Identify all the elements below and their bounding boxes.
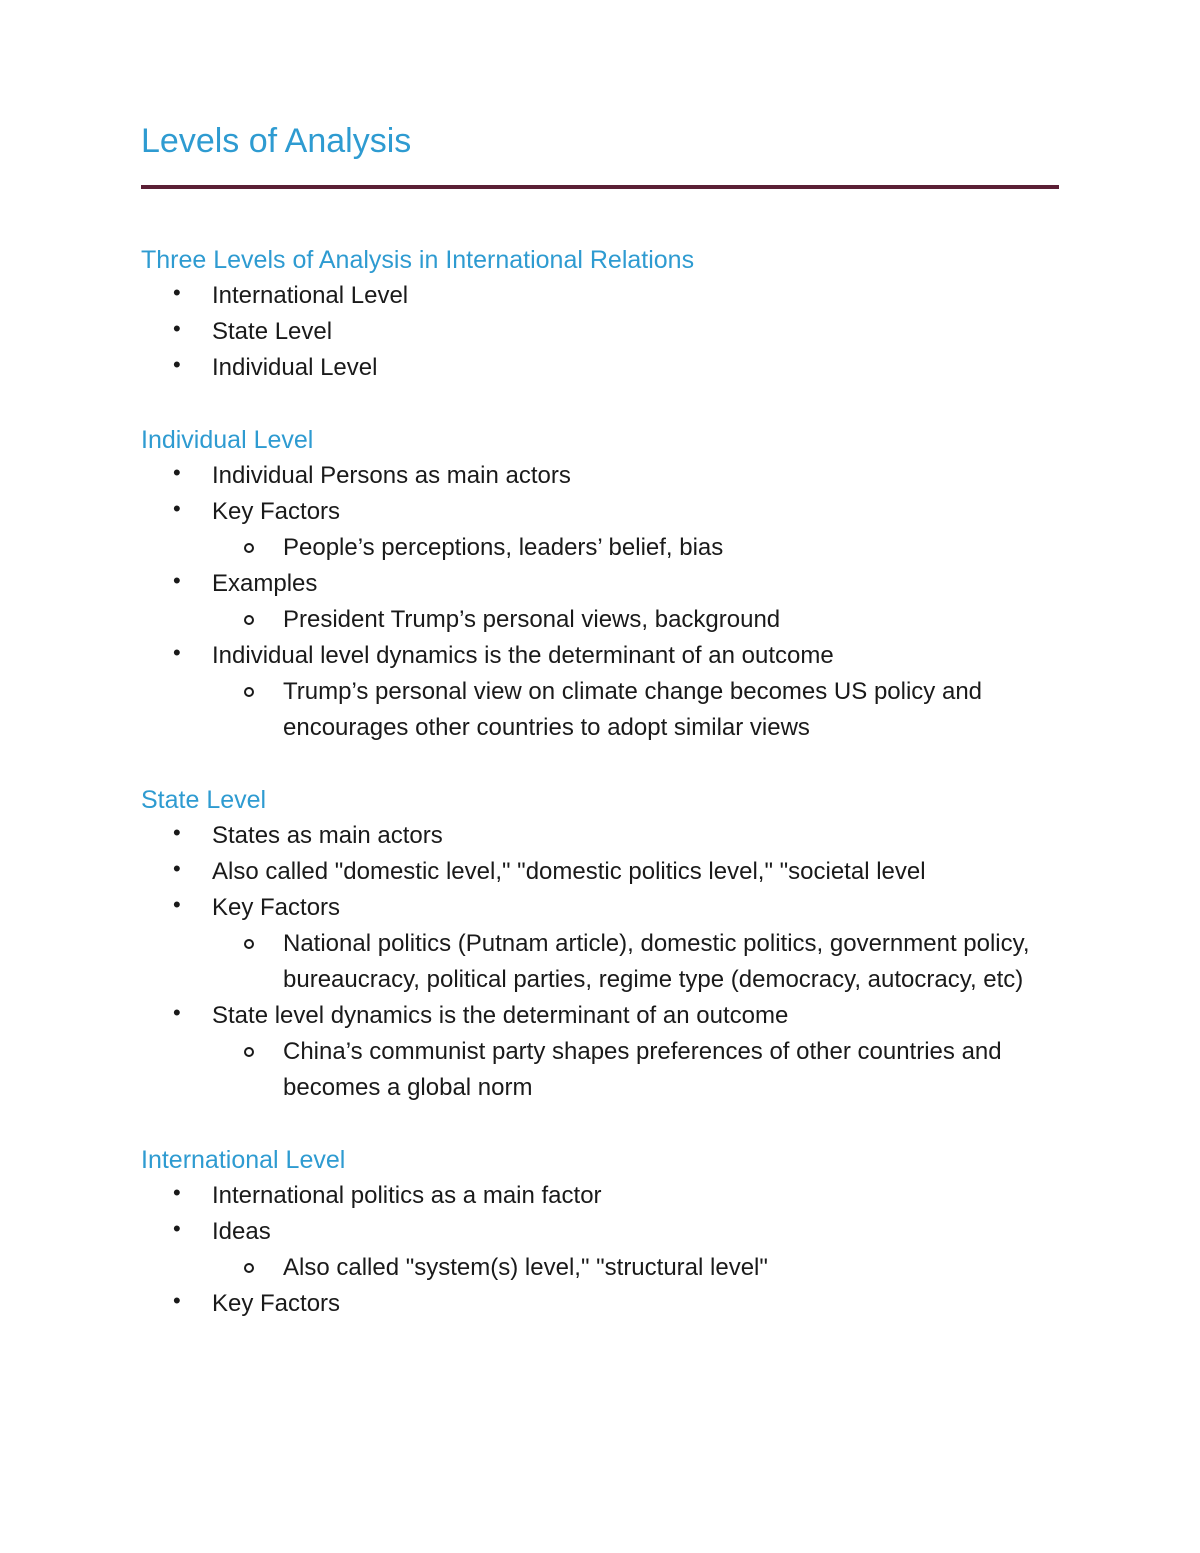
list-item: [141, 890, 1071, 998]
document-title: Levels of Analysis: [141, 122, 412, 160]
list-item: [141, 1214, 1071, 1286]
list-item-text: Individual Level: [212, 354, 378, 381]
sub-list-item: President Trump’s personal views, background: [212, 602, 1071, 638]
list-item: [141, 1286, 1071, 1322]
list-item-text: Individual Persons as main actors: [212, 462, 571, 489]
document-body: [141, 242, 1071, 1358]
sub-list-item: Also called "system(s) level," "structural level": [212, 1250, 1071, 1286]
list-item-text: International Level: [212, 282, 409, 309]
list-item: [141, 566, 1071, 638]
section-international-level: [141, 1142, 1071, 1322]
list-item: [141, 818, 1071, 854]
sub-bullet-list: [212, 1034, 1071, 1106]
section-heading: Individual Level: [141, 426, 314, 454]
section-heading: State Level: [141, 786, 267, 814]
list-item-text: States as main actors: [212, 822, 443, 849]
section-state-level: [141, 782, 1071, 1106]
sub-bullet-list: [212, 530, 1071, 566]
list-item: [141, 854, 1071, 890]
list-item: [141, 638, 1071, 746]
list-item: [141, 998, 1071, 1106]
sub-list-item: Trump’s personal view on climate change becomes US policy and encourages other countries to adopt similar views: [212, 674, 1071, 746]
list-item-text: Also called "domestic level," "domestic politics level," "societal level: [212, 858, 926, 885]
bullet-list: [141, 1178, 1071, 1322]
sub-bullet-list: [212, 674, 1071, 746]
section-three-levels: [141, 242, 1071, 386]
list-item: [141, 278, 1071, 314]
sub-bullet-list: [212, 926, 1071, 998]
bullet-list: [141, 818, 1071, 1106]
list-item-text: Key Factors: [212, 1290, 341, 1317]
list-item-text: State level dynamics is the determinant of an outcome: [212, 1002, 789, 1029]
list-item-text: Ideas: [212, 1218, 271, 1245]
list-item: [141, 458, 1071, 494]
list-item-text: Examples: [212, 570, 318, 597]
sub-bullet-list: [212, 1250, 1071, 1286]
title-divider: [141, 185, 1059, 189]
list-item: [141, 314, 1071, 350]
bullet-list: [141, 278, 1071, 386]
list-item-text: Key Factors: [212, 894, 341, 921]
list-item: [141, 494, 1071, 566]
bullet-list: [141, 458, 1071, 746]
list-item-text: International politics as a main factor: [212, 1182, 602, 1209]
section-heading: Three Levels of Analysis in International Relations: [141, 246, 695, 274]
sub-list-item: China’s communist party shapes preferences of other countries and becomes a global norm: [212, 1034, 1071, 1106]
section-individual-level: [141, 422, 1071, 746]
list-item-text: State Level: [212, 318, 333, 345]
sub-list-item: People’s perceptions, leaders’ belief, bias: [212, 530, 1071, 566]
list-item: [141, 350, 1071, 386]
list-item-text: Individual level dynamics is the determinant of an outcome: [212, 642, 834, 669]
section-heading: International Level: [141, 1146, 346, 1174]
list-item-text: Key Factors: [212, 498, 341, 525]
list-item: [141, 1178, 1071, 1214]
sub-bullet-list: [212, 602, 1071, 638]
sub-list-item: National politics (Putnam article), domestic politics, government policy, bureaucracy, political parties, regime type (democracy, autocracy, etc): [212, 926, 1071, 998]
